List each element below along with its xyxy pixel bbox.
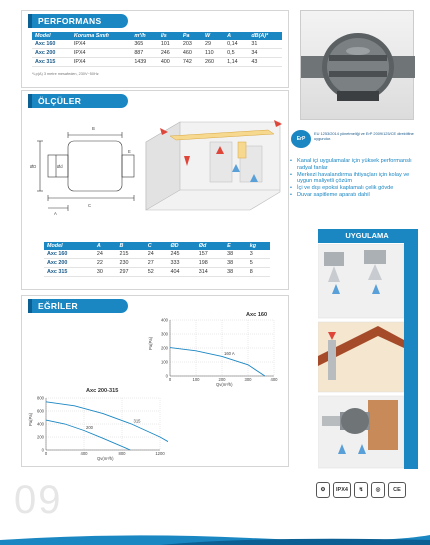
motor-cert-icon: ⚙ <box>316 482 330 498</box>
performance-row <box>32 49 282 58</box>
dimensions-cell: 27 <box>145 259 168 268</box>
performance-row <box>32 40 282 49</box>
x-tick-label: 400 <box>270 377 278 382</box>
feature-item: • Duvar sapitleme aparatı dahil <box>290 192 420 199</box>
dimensions-cell: 157 <box>196 250 224 259</box>
ventilation-icon: ↯ <box>354 482 368 498</box>
performance-cell: IPX4 <box>71 40 131 49</box>
performance-cell: 400 <box>158 58 180 67</box>
x-tick-label: 0 <box>44 451 48 456</box>
series-label: 200 <box>86 425 93 430</box>
performance-cell: 34 <box>248 49 282 58</box>
feature-item: • İçi ve dışı epoksi kaplamalı çelik gövde <box>290 185 420 192</box>
dim-label-a: A <box>54 211 57 216</box>
dim-label-b: B <box>92 126 95 131</box>
ipx4-badge: IPX4 <box>333 482 351 498</box>
chart-axc160-title: Axc 160 <box>246 312 268 318</box>
dimensions-cell: 333 <box>167 259 195 268</box>
performance-cell: 246 <box>158 49 180 58</box>
chart-axc200-315-title: Axc 200-315 <box>86 388 119 394</box>
dimensions-cell: 38 <box>224 259 247 268</box>
dimensions-cell: Axc 315 <box>44 268 94 277</box>
performance-cell: 365 <box>131 40 158 49</box>
performance-cell: 43 <box>248 58 282 67</box>
dimensions-cell: Axc 200 <box>44 259 94 268</box>
performance-cell: 203 <box>180 40 202 49</box>
performance-cell: 29 <box>202 40 224 49</box>
dim-label-c: C <box>88 203 92 208</box>
y-tick-label: 400 <box>37 421 44 427</box>
dimensions-cell: 52 <box>145 268 168 277</box>
erp-text: EU 1253/2014 yönetmeliği ve ErP 2009/125/CE direktifine uygundur. <box>314 131 414 141</box>
motor-icon: ◎ <box>371 482 385 498</box>
y-tick-label: 200 <box>37 434 44 440</box>
performance-cell: Axc 200 <box>32 49 71 58</box>
ce-mark: CE <box>388 482 406 498</box>
dimension-drawing <box>28 113 138 218</box>
y-tick-label: 100 <box>161 359 168 365</box>
dimensions-cell: 297 <box>116 268 144 277</box>
performance-header-cell: Model <box>32 32 71 40</box>
x-tick-label: 100 <box>192 377 200 382</box>
dimensions-cell: 38 <box>224 268 247 277</box>
dimensions-header-cell: ØD <box>167 242 195 250</box>
performance-cell: 260 <box>202 58 224 67</box>
dimensions-row <box>44 250 270 259</box>
dimensions-header-cell: kg <box>247 242 270 250</box>
series-label: 315 <box>133 418 141 424</box>
performance-row <box>32 58 282 67</box>
performance-header-cell: Koruma Sınıfı <box>71 32 131 40</box>
dimensions-cell: 5 <box>247 259 270 268</box>
dimensions-title: ÖLÇÜLER <box>28 94 128 108</box>
performance-cell: Axc 160 <box>32 40 71 49</box>
performance-cell: 0,14 <box>224 40 248 49</box>
application-illustrations <box>318 244 404 469</box>
performance-cell: IPX4 <box>71 49 131 58</box>
x-tick-label: 300 <box>244 377 252 382</box>
dimensions-cell: 198 <box>196 259 224 268</box>
dim-label-d: ØD <box>30 164 37 169</box>
dimensions-header-cell: A <box>94 242 117 250</box>
feature-list <box>290 158 420 200</box>
erp-badge: ErP <box>291 130 311 148</box>
dimensions-cell: 24 <box>94 250 117 259</box>
performance-cell: 742 <box>180 58 202 67</box>
x-tick-label: 1200 <box>155 451 165 456</box>
dimensions-header-cell: B <box>116 242 144 250</box>
fan-product-photo <box>300 10 414 120</box>
series-line <box>46 402 168 450</box>
performance-note: *Lp(A) 3 metre mesafeden, 230V~50Hz <box>32 72 99 76</box>
y-tick-label: 0 <box>41 447 44 453</box>
y-tick-label: 400 <box>161 317 168 323</box>
performance-header-cell: Pa <box>180 32 202 40</box>
dimensions-row <box>44 259 270 268</box>
performance-cell: 0,5 <box>224 49 248 58</box>
y-axis-label: Pa(Pa) <box>148 336 153 350</box>
dimensions-cell: 404 <box>167 268 195 277</box>
application-title: UYGULAMA <box>318 229 416 243</box>
dimensions-cell: 30 <box>94 268 117 277</box>
dimensions-cell: 3 <box>247 250 270 259</box>
feature-item: • Kanal içi uygulamalar için yüksek performanslı radyal fanlar <box>290 158 420 171</box>
dimensions-header-cell: C <box>145 242 168 250</box>
performance-title: PERFORMANS <box>28 14 128 28</box>
performance-cell: 110 <box>202 49 224 58</box>
dim-label-small-d: Ød <box>57 164 63 169</box>
dimensions-cell: 314 <box>196 268 224 277</box>
performance-cell: IPX4 <box>71 58 131 67</box>
x-tick-label: 0 <box>168 377 172 382</box>
performance-header-cell: A <box>224 32 248 40</box>
performance-header-cell: l/s <box>158 32 180 40</box>
dim-label-e: E <box>128 149 131 154</box>
curves-title: EĞRİLER <box>28 299 128 313</box>
dimensions-cell: 22 <box>94 259 117 268</box>
x-tick-label: 200 <box>218 377 226 382</box>
performance-cell: Axc 315 <box>32 58 71 67</box>
x-tick-label: 400 <box>80 451 88 456</box>
performance-cell: 1,14 <box>224 58 248 67</box>
dimensions-cell: 245 <box>167 250 195 259</box>
x-axis-label: Qv(m³/h) <box>216 382 233 387</box>
performance-cell: 460 <box>180 49 202 58</box>
dimensions-header-cell: Model <box>44 242 94 250</box>
y-axis-label: Pa(Pa) <box>28 412 33 426</box>
y-tick-label: 200 <box>161 345 168 351</box>
feature-item: • Merkezi havalandırma ihtiyaçları için kolay ve uygun maliyetli çözüm <box>290 172 420 185</box>
dimensions-table <box>44 242 270 277</box>
footer-wave <box>0 532 430 545</box>
inline-fan-icon <box>301 11 415 121</box>
ventilation-schematic <box>140 112 286 212</box>
application-sidebar <box>404 229 418 469</box>
dimensions-cell: 230 <box>116 259 144 268</box>
dimensions-cell: 24 <box>145 250 168 259</box>
x-axis-label: Qv(m³/h) <box>97 456 114 461</box>
x-tick-label: 800 <box>118 451 126 456</box>
performance-cell: 1439 <box>131 58 158 67</box>
page-number: 09 <box>14 478 63 522</box>
performance-header-cell: W <box>202 32 224 40</box>
performance-header-cell: dB(A)* <box>248 32 282 40</box>
dimensions-header-cell: E <box>224 242 247 250</box>
dimensions-cell: Axc 160 <box>44 250 94 259</box>
performance-cell: 887 <box>131 49 158 58</box>
dimensions-cell: 38 <box>224 250 247 259</box>
series-line <box>170 348 265 376</box>
dimensions-cell: 8 <box>247 268 270 277</box>
performance-table <box>32 32 282 67</box>
dimensions-row <box>44 268 270 277</box>
dimensions-header-cell: Ød <box>196 242 224 250</box>
dimensions-cell: 215 <box>116 250 144 259</box>
y-tick-label: 300 <box>161 331 168 337</box>
performance-cell: 101 <box>158 40 180 49</box>
performance-cell: 31 <box>248 40 282 49</box>
performance-header-cell: m³/h <box>131 32 158 40</box>
chart-axc200-315 <box>28 394 168 464</box>
y-tick-label: 0 <box>165 373 168 379</box>
y-tick-label: 800 <box>37 395 44 401</box>
chart-axc160 <box>148 316 280 388</box>
y-tick-label: 600 <box>37 408 44 414</box>
series-label: 160 A <box>224 350 235 356</box>
